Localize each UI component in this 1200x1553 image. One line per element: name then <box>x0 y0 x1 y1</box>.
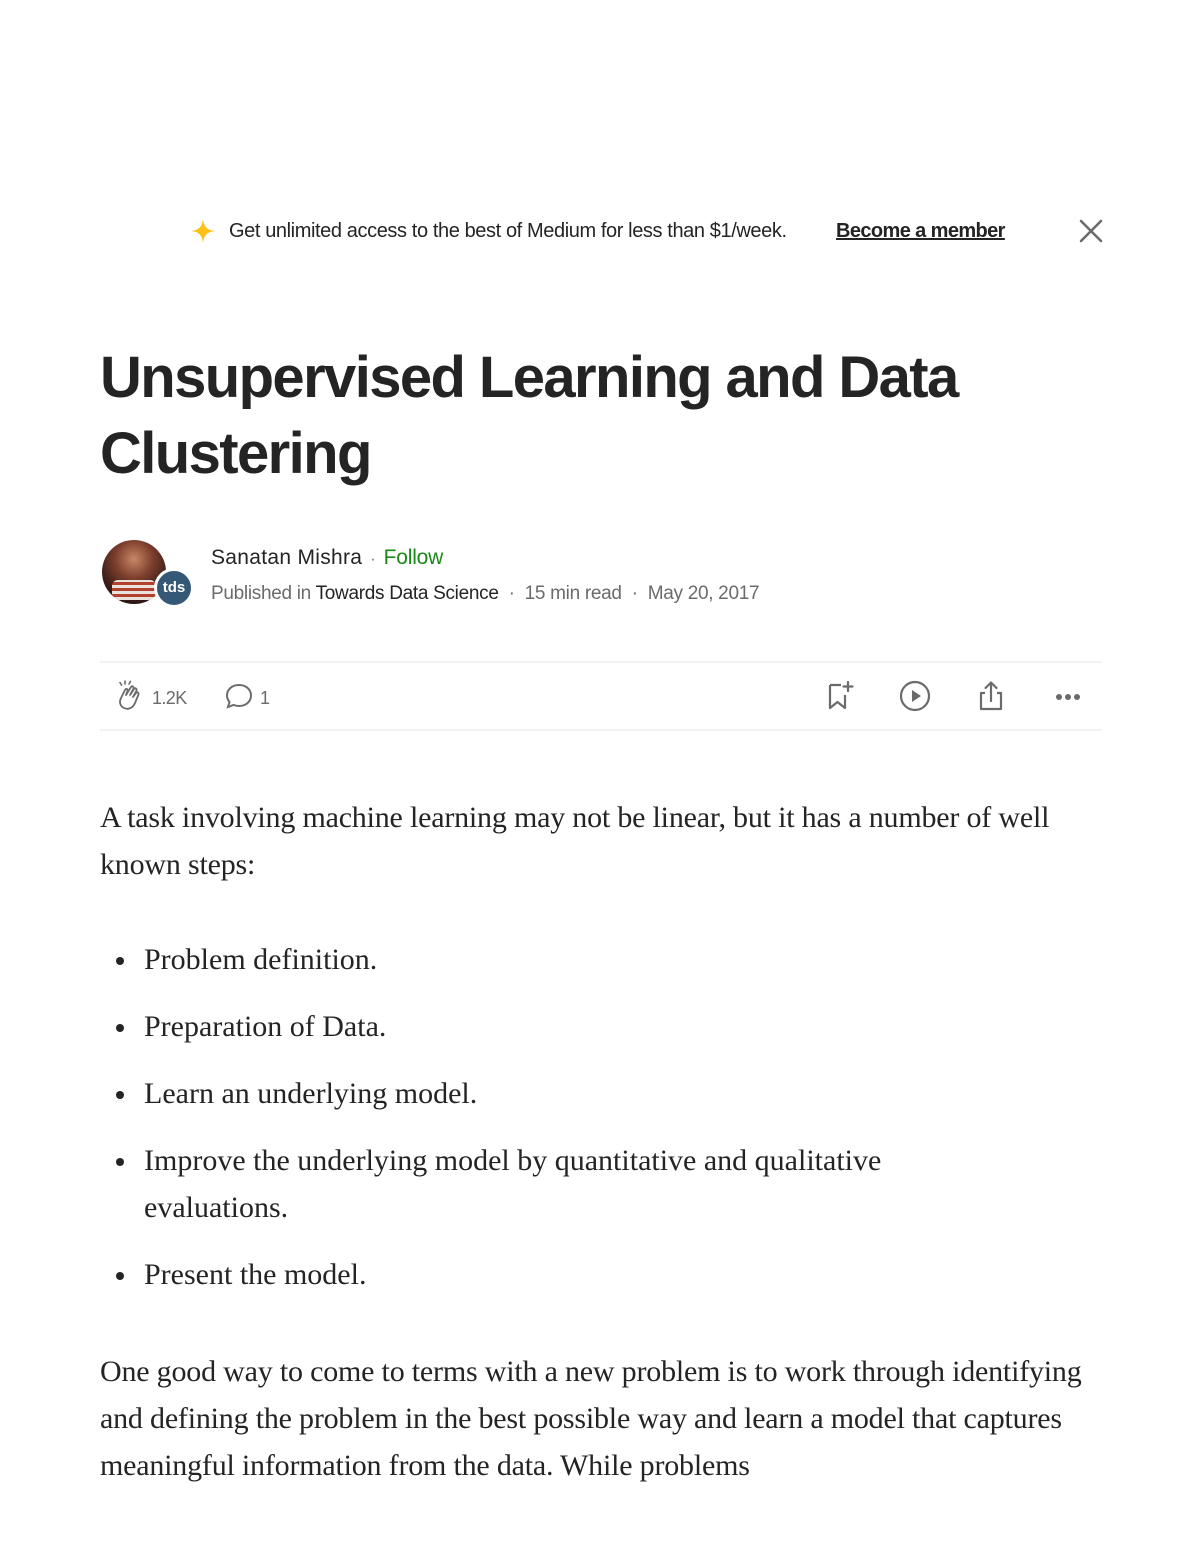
clap-count: 1.2K <box>152 688 187 708</box>
membership-banner <box>0 210 1200 254</box>
list-item: Preparation of Data. <box>100 1003 1100 1050</box>
publication-link[interactable]: Towards Data Science <box>315 583 499 604</box>
article-action-bar <box>100 661 1102 731</box>
author-line <box>211 546 443 570</box>
published-in-label: Published in <box>211 583 311 604</box>
response-count: 1 <box>260 688 270 708</box>
publish-date: May 20, 2017 <box>647 583 760 604</box>
intro-paragraph: A task involving machine learning may not be linear, but it has a number of well known steps: <box>100 801 1050 881</box>
close-icon[interactable] <box>1078 218 1104 244</box>
more-icon[interactable] <box>1051 679 1085 713</box>
bookmark-icon[interactable] <box>822 679 856 713</box>
follow-button[interactable]: Follow <box>383 546 444 569</box>
separator-dot: · <box>631 583 638 604</box>
body-paragraph: One good way to come to terms with a new problem is to work through identifying and defining the problem in the best possible way and learn a model that captures meaningful information from the data. While problems <box>100 1355 1082 1482</box>
author-block <box>100 538 1100 618</box>
read-time: 15 min read <box>524 583 622 604</box>
list-item: Learn an underlying model. <box>100 1070 1100 1117</box>
play-icon[interactable] <box>898 679 932 713</box>
list-item: Problem definition. <box>100 936 1100 983</box>
clap-icon[interactable] <box>112 679 146 713</box>
author-name[interactable]: Sanatan Mishra <box>211 546 363 569</box>
publication-avatar[interactable]: tds <box>154 568 194 608</box>
article-title: Unsupervised Learning and Data Clustering <box>100 345 958 486</box>
become-member-link[interactable]: Become a member <box>836 220 1005 242</box>
banner-text: Get unlimited access to the best of Medium for less than $1/week. <box>229 220 787 242</box>
list-item: Improve the underlying model by quantitative and qualitative evaluations. <box>100 1137 1100 1231</box>
separator-dot: · <box>508 583 515 604</box>
comment-icon[interactable] <box>222 679 256 713</box>
share-icon[interactable] <box>974 679 1008 713</box>
steps-list <box>100 936 1100 1318</box>
sparkle-icon <box>190 218 216 244</box>
separator-dot: · <box>370 551 376 568</box>
article-meta <box>211 583 759 605</box>
list-item: Present the model. <box>100 1251 1100 1298</box>
